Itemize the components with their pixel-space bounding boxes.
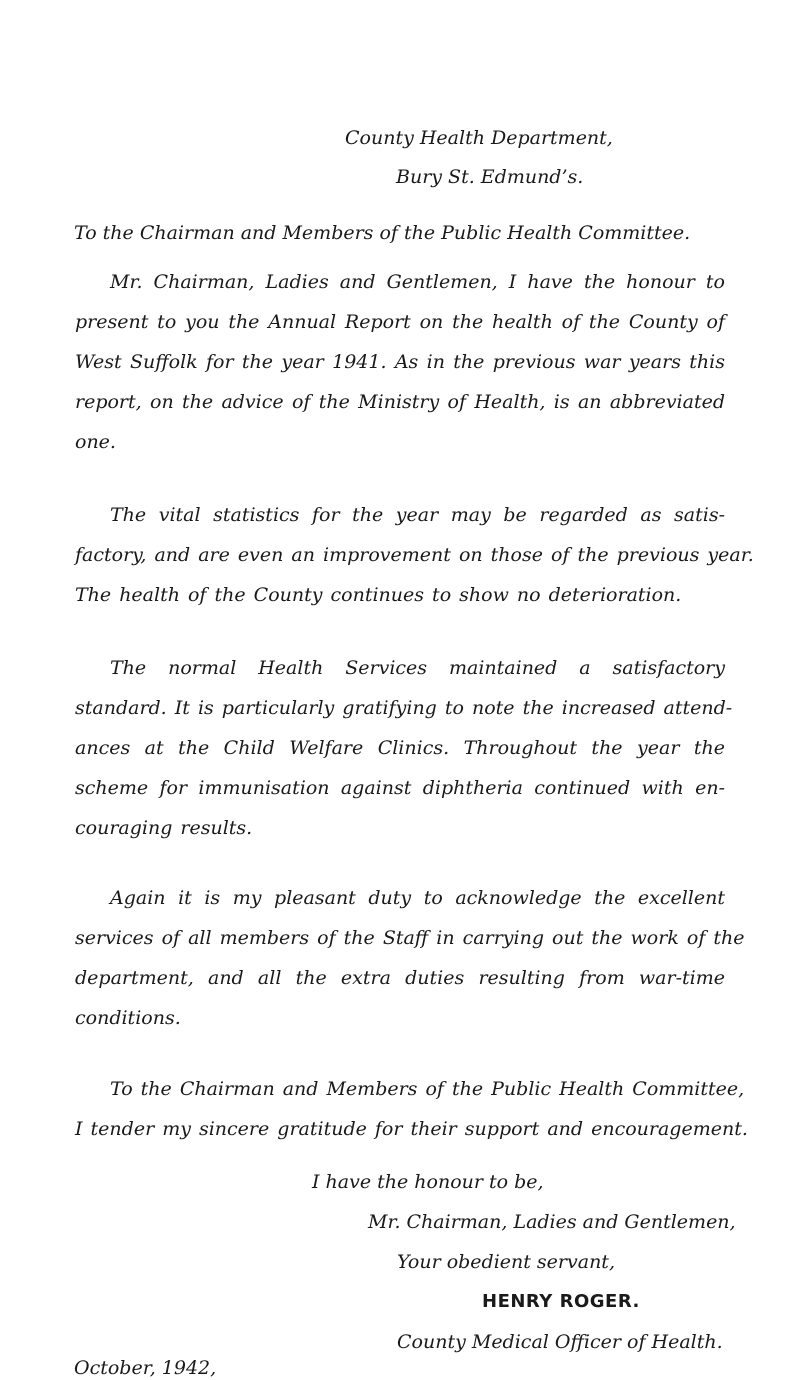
letter-date: October, 1942, (74, 1357, 217, 1379)
paragraph-2-line-2: factory, and are even an improvement on those of the previous year. (75, 544, 754, 566)
paragraph-4-line-1: Again it is my pleasant duty to acknowledge the excellent (110, 887, 725, 909)
closing-line-3: Your obedient servant, (397, 1251, 615, 1273)
paragraph-4-line-3: department, and all the extra duties resulting from war-time (75, 967, 725, 989)
paragraph-1-line-5: one. (75, 431, 116, 453)
signatory-title: County Medical Officer of Health. (397, 1331, 723, 1353)
paragraph-1-line-4: report, on the advice of the Ministry of Health, is an abbreviated (75, 391, 725, 413)
paragraph-3-line-2: standard. It is particularly gratifying to note the increased attend- (75, 697, 733, 719)
paragraph-3-line-1: The normal Health Services maintained a satisfactory (110, 657, 725, 679)
paragraph-4-line-4: conditions. (75, 1007, 181, 1029)
closing-line-2: Mr. Chairman, Ladies and Gentlemen, (368, 1211, 736, 1233)
addressee-line: To the Chairman and Members of the Public Health Committee. (74, 222, 691, 244)
department-heading: County Health Department, (345, 127, 613, 149)
paragraph-1-line-2: present to you the Annual Report on the health of the County of (75, 311, 725, 333)
paragraph-4-line-2: services of all members of the Staff in carrying out the work of the (75, 927, 745, 949)
paragraph-2-line-3: The health of the County continues to show no deterioration. (75, 584, 682, 606)
paragraph-3-line-4: scheme for immunisation against diphtheria continued with en- (75, 777, 725, 799)
paragraph-3-line-3: ances at the Child Welfare Clinics. Throughout the year the (75, 737, 725, 759)
location-heading: Bury St. Edmund’s. (396, 166, 584, 188)
paragraph-1-line-1: Mr. Chairman, Ladies and Gentlemen, I have the honour to (110, 271, 725, 293)
paragraph-5-line-2: I tender my sincere gratitude for their support and encouragement. (75, 1118, 748, 1140)
paragraph-5-line-1: To the Chairman and Members of the Public Health Committee, (110, 1078, 745, 1100)
closing-line-1: I have the honour to be, (312, 1171, 544, 1193)
paragraph-1-line-3: West Suffolk for the year 1941. As in the previous war years this (75, 351, 725, 373)
paragraph-2-line-1: The vital statistics for the year may be regarded as satis- (110, 504, 725, 526)
paragraph-3-line-5: couraging results. (75, 817, 253, 839)
signature-name: HENRY ROGER. (482, 1291, 640, 1312)
